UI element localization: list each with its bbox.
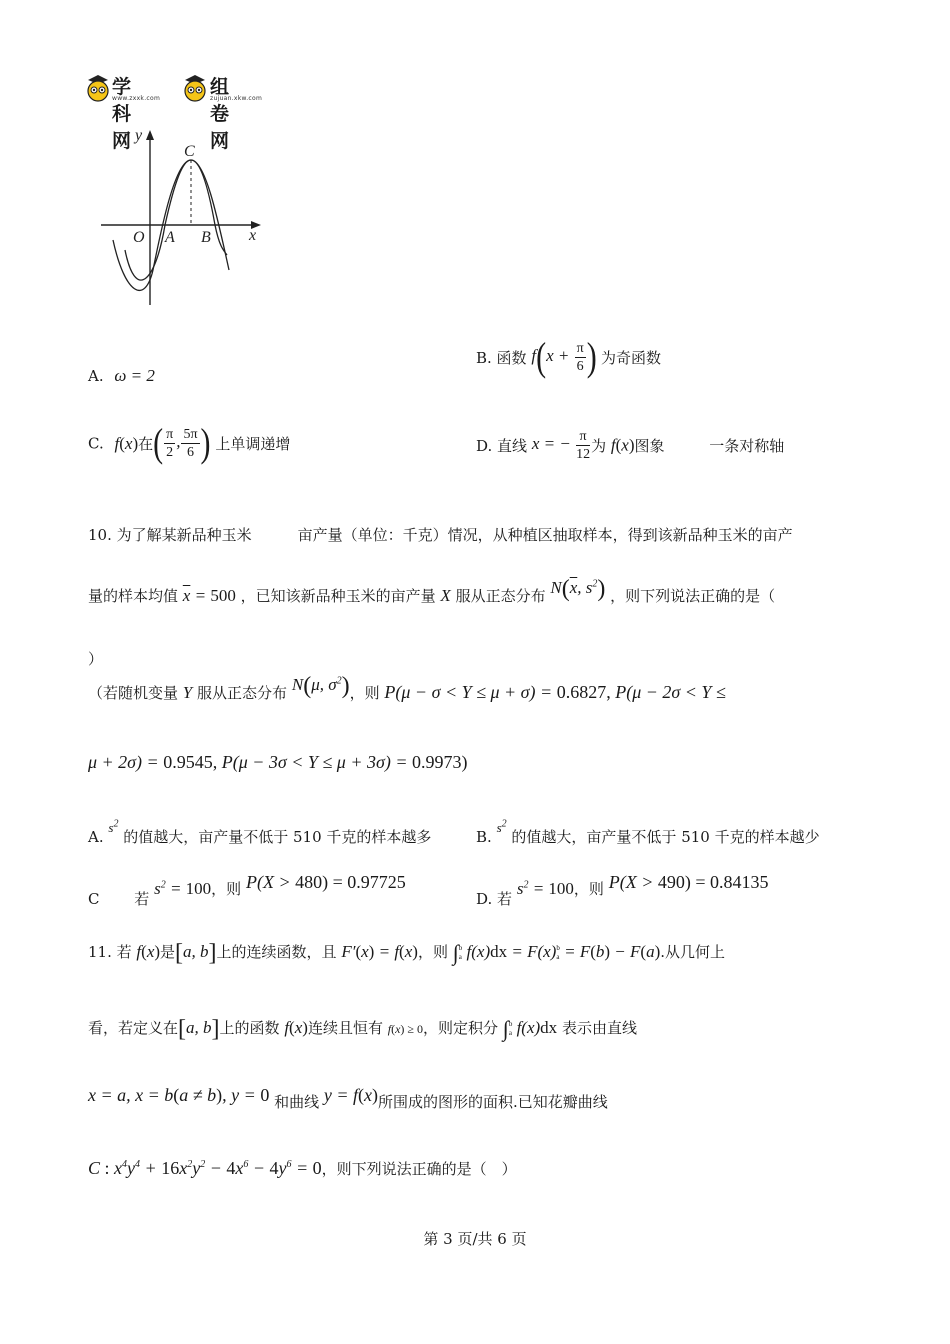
point-b-label: B <box>201 229 211 246</box>
logo-2-sub: zujuan.xkw.com <box>210 95 263 102</box>
text: 是 <box>160 942 176 961</box>
point-a-label: A <box>165 229 175 246</box>
option-label: C <box>88 890 100 908</box>
text: 看，若定义在 <box>88 1018 179 1037</box>
text: ，已知该新品种玉米的亩产量 <box>240 587 436 605</box>
text: 表示由直线 <box>561 1018 637 1037</box>
point-c-label: C <box>184 143 195 160</box>
option-text: 图象 <box>634 437 665 455</box>
q9-option-b[interactable] <box>476 334 661 380</box>
q10-option-c[interactable] <box>88 872 406 908</box>
math-fx: f(x) <box>136 941 161 961</box>
text: ，则下列说法正确的是（ <box>610 587 776 605</box>
y-label: y <box>135 127 143 144</box>
math-fx: f(x) <box>114 433 139 453</box>
math-prob-c: P(X > 480) = 0.97725 <box>245 872 406 892</box>
option-label: D. 直线 <box>476 437 528 455</box>
q10-line-3 <box>88 648 103 669</box>
math-normal: $N(\overline{x}$, $s^2$) <box>550 576 606 603</box>
text: 服从正态分布 <box>197 684 288 702</box>
logo-1-sub: www.zxxk.com <box>112 95 161 102</box>
text: ） <box>88 650 104 668</box>
q10-line-2 <box>88 576 776 609</box>
logo-1-text: 学科网 <box>112 76 132 152</box>
math-integral-2: ∫b a f(x)dx <box>502 1016 558 1041</box>
math-x: X <box>440 586 451 605</box>
q10-option-d[interactable] <box>476 872 769 908</box>
math-normal-mu: N(μ, $\sigma^2$) <box>291 673 350 700</box>
text: 上的连续函数，且 <box>216 942 337 961</box>
q9-option-c[interactable] <box>88 420 291 466</box>
option-text: 为奇函数 <box>600 349 661 367</box>
text: ，则 <box>417 942 448 961</box>
origin-label: O <box>133 229 145 246</box>
owl-icon <box>183 74 207 102</box>
math-prob-1: P(μ − σ < Y ≤ μ + σ) = 0.6827, P(μ − 2σ < Y ≤ <box>384 682 726 702</box>
math-derivative: F′(x) = f(x) <box>341 941 418 961</box>
math-curve: y = f(x) <box>323 1085 379 1105</box>
text: 10. 为了解某新品种玉米 <box>88 526 252 544</box>
x-label: x <box>249 227 257 244</box>
option-text: 一条对称轴 <box>709 437 785 455</box>
option-label: B. <box>476 828 492 846</box>
math-petal-curve: C : $x^4y^4 + 16x^2y^2 - 4x^6 - 4y^6 = 0$ <box>88 1158 322 1178</box>
text: ，则 <box>349 684 380 702</box>
text: ，则下列说法正确的是（ ） <box>321 1160 517 1178</box>
q9-option-a[interactable] <box>88 366 155 386</box>
option-text: 上单调递增 <box>215 435 291 453</box>
option-text: ，则 <box>573 880 604 898</box>
math-prob-d: P(X > 490) = 0.84135 <box>608 872 769 892</box>
text: 服从正态分布 <box>455 587 546 605</box>
q11-line-3 <box>88 1085 608 1111</box>
option-text: 为 <box>591 437 607 455</box>
math-lines: x = a, x = b(a ≠ b), y = 0 <box>88 1085 270 1105</box>
math-s2: $s^2$ <box>108 818 119 835</box>
q11-line-4 <box>88 1158 517 1179</box>
text: ，则定积分 <box>423 1018 499 1037</box>
math-ab-interval: [a, b] <box>175 940 217 966</box>
text: 上的函数 <box>219 1018 280 1037</box>
math-line: x = − $\frac{\pi}{12}$ <box>531 429 591 462</box>
text: 亩产量（单位：千克）情况，从种植区抽取样本，得到该新品种玉米的亩产 <box>297 526 793 544</box>
math-f-shift: f(x + $\frac{\pi}{6}$ ) <box>531 334 597 380</box>
q10-line-5 <box>88 752 468 773</box>
option-text: 的值越大，亩产量不低于 510 千克的样本越多 <box>123 828 432 846</box>
text: 和曲线 <box>274 1093 320 1111</box>
text: 量的样本均值 <box>88 587 179 605</box>
page-number: 第 3 页/共 6 页 <box>423 1230 527 1248</box>
q11-line-2 <box>88 1016 637 1042</box>
q10-line-4 <box>88 673 726 706</box>
text: 所围成的图形的面积.已知花瓣曲线 <box>378 1093 608 1111</box>
math-s2-100: $s^2 = 100$ <box>516 879 574 898</box>
math-s2-100: $s^2 = 100$ <box>154 879 212 898</box>
text: .从几何上 <box>660 942 726 961</box>
option-text: ，则 <box>211 880 242 898</box>
text: 11. 若 <box>88 942 132 961</box>
option-text: 在 <box>138 435 154 453</box>
math-nonneg: f(x) ≥ 0 <box>387 1021 423 1036</box>
math-integral: ∫b a f(x)dx = F(x)b a = F(b) − F(a) <box>452 940 661 965</box>
math-interval: ( $\frac{\pi}{2}$ , $\frac{5\pi}{6}$ ) <box>153 420 211 466</box>
option-label: B. 函数 <box>476 349 527 367</box>
math-s2: $s^2$ <box>496 818 507 835</box>
option-label: D. 若 <box>476 890 513 908</box>
option-text: 的值越大，亩产量不低于 510 千克的样本越少 <box>511 828 820 846</box>
math-y: Y <box>182 683 193 702</box>
text: 连续且恒有 <box>307 1018 383 1037</box>
y-axis-arrow-icon <box>146 130 154 140</box>
math-mean: $\overline{x} = 500$ <box>182 586 236 605</box>
q10-option-a[interactable] <box>88 818 432 847</box>
math-ab-interval: [a, b] <box>178 1016 220 1042</box>
option-text: 若 <box>134 890 150 908</box>
q9-option-d[interactable] <box>476 428 784 463</box>
logo-2-text: 组卷网 <box>210 76 230 152</box>
math-fx: f(x) <box>610 435 635 455</box>
math-prob-2: μ + 2σ) = 0.9545, P(μ − 3σ < Y ≤ μ + 3σ) = 0.9973) <box>88 752 468 772</box>
option-label: C. <box>88 434 104 453</box>
page-footer <box>0 1228 950 1249</box>
q10-option-b[interactable] <box>476 818 820 847</box>
option-label: A. <box>88 367 104 385</box>
owl-icon <box>86 74 110 102</box>
text: （若随机变量 <box>88 684 179 702</box>
option-label: A. <box>88 828 104 846</box>
q10-line-1 <box>88 524 793 545</box>
function-graph <box>95 120 270 310</box>
math-fx: f(x) <box>284 1017 308 1037</box>
q11-line-1 <box>88 940 725 966</box>
math-omega: ω = 2 <box>114 366 155 385</box>
